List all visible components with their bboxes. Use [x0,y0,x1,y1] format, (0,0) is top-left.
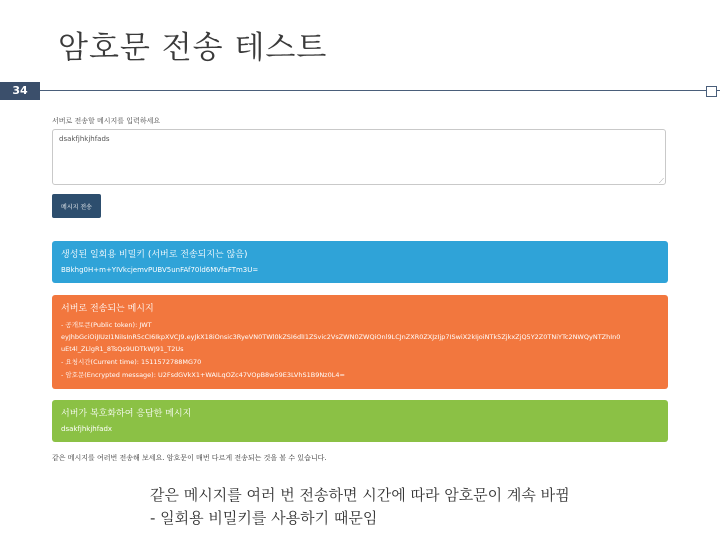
resize-grip-icon[interactable]: ⟋ [659,177,664,185]
sent-panel-title: 서버로 전송되는 메시지 [61,304,154,314]
caption-line-1: 같은 메시지를 여러 번 전송하면 시간에 따라 암호문이 계속 바뀜 [150,486,570,504]
sent-line-jwt-signature: uEt4l_ZLlgR1_8TsQs9UDTkWJ91_T2Us [61,345,184,353]
title-divider [40,90,720,91]
sent-line-current-time: - 요청시간(Current time): 1511572788MG70 [61,358,202,366]
sent-line-public-token: - 공개토큰(Public token): JWT [61,321,152,329]
send-message-button[interactable]: 메시지 전송 [52,194,101,218]
page-number: 34 [0,82,40,100]
caption-line-2: - 일회용 비밀키를 사용하기 때문임 [150,509,378,527]
message-prompt-label: 서버로 전송할 메시지를 입력하세요 [52,117,161,125]
message-input[interactable] [52,129,666,185]
sent-line-jwt: eyJhbGciOiJIUzI1NiIsInR5cCI6IkpXVCJ9.eyJkX18iOnsic3RyeVN0TWl0kZSI6dlI1ZSvic2VsZWN0ZWQiOnl9LCJnZXR0ZXJzIjp7ISwiX2kIjoiNTk5ZjkxZjQ5Y2Z0TNiYTc2NWQyNTZhIn0 [61,333,621,341]
slide-title: 암호문 전송 테스트 [58,30,328,66]
instruction-note: 같은 메시지를 여러번 전송해 보세요. 암호문이 매번 다르게 전송되는 것을 볼 수 있습니다. [52,454,327,462]
one-time-key-panel [52,241,668,283]
sent-line-encrypted-message: - 암호문(Encrypted message): U2FsdGVkX1+WAILqOZc47VOpB8w59E3LVhS1B9Nz0L4= [61,371,345,379]
key-value: BBkhg0H+m+YIVkcjemvPUBV5unFAf70ld6MVfaFTm3U= [61,266,259,274]
key-panel-title: 생성된 일회용 비밀키 (서버로 전송되지는 않음) [61,250,248,260]
server-response-panel [52,400,668,442]
recv-value: dsakfjhkjhfadx [61,425,113,433]
recv-panel-title: 서버가 복호화하여 응답한 메시지 [61,409,192,419]
divider-end-square [706,86,717,97]
sent-message-panel [52,295,668,389]
